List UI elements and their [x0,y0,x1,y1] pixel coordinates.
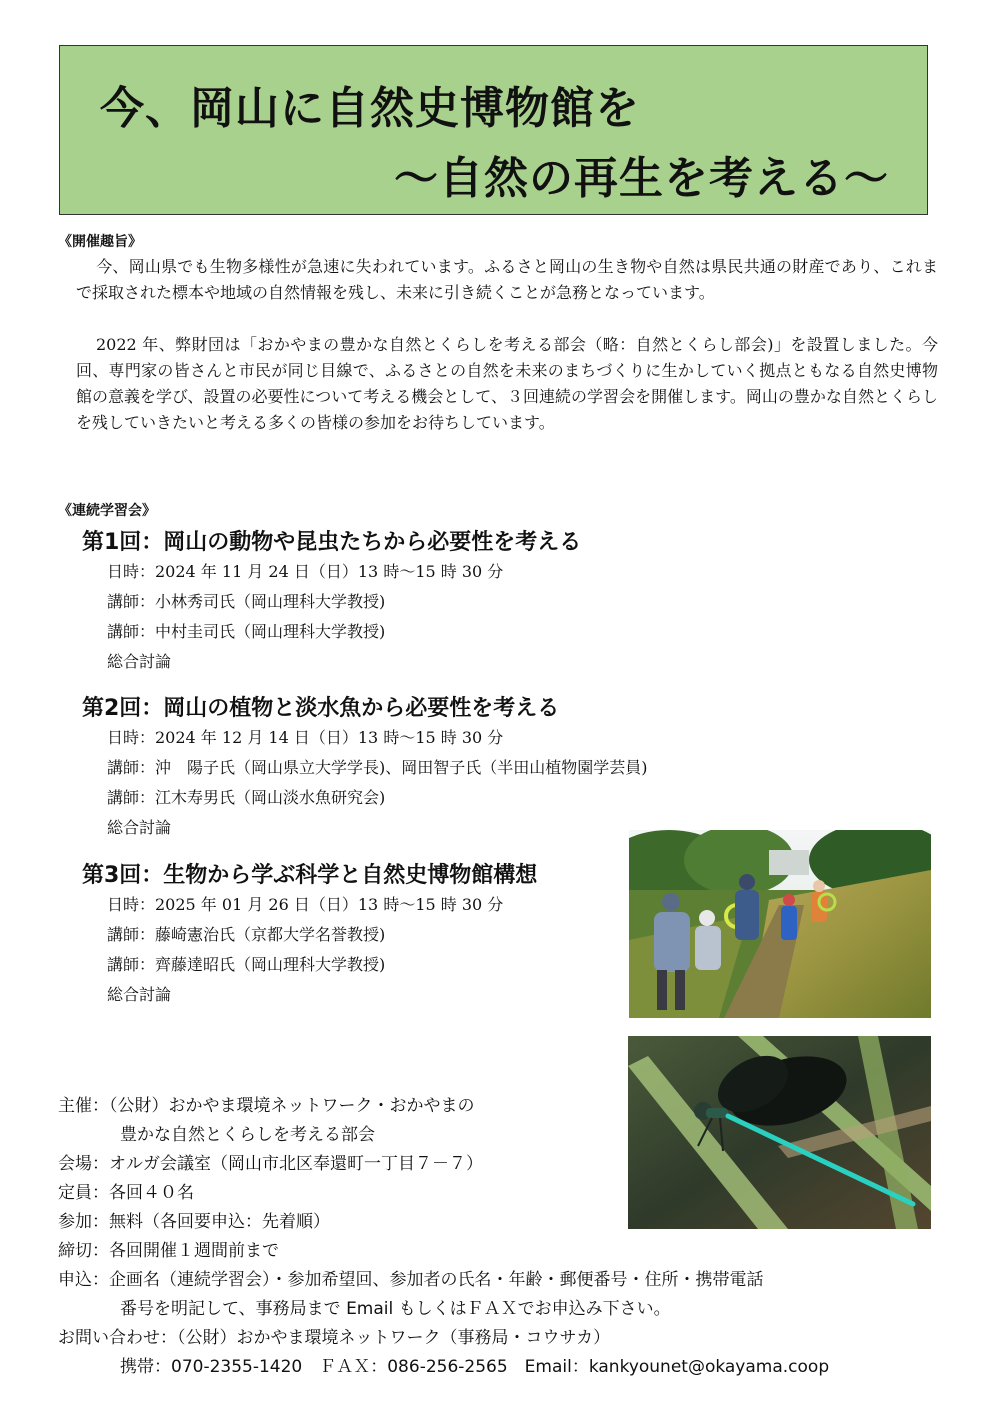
title-banner [59,45,928,215]
session-2-details [107,723,648,843]
session-3-date: 日時：2025 年 01 月 26 日（日）13 時～15 時 30 分 [107,895,504,914]
session-1-date: 日時：2024 年 11 月 24 日（日）13 時～15 時 30 分 [107,562,504,581]
page-subtitle: ～自然の再生を考える～ [394,153,889,204]
page-title: 今、岡山に自然史博物館を [100,83,640,134]
apply-line-1: 申込：企画名（連続学習会）・参加希望回、参加者の氏名・年齢・郵便番号・住所・携帯電話 [58,1270,764,1290]
capacity: 定員：各回４０名 [58,1183,194,1203]
session-2-discussion: 総合討論 [107,818,172,837]
session-1-lecturer-1: 講師：小林秀司氏（岡山理科大学教授) [107,592,386,611]
session-3-details [107,890,503,1010]
session-1-details [107,557,503,677]
session-3-lecturer-1: 講師：藤崎憲治氏（京都大学名誉教授) [107,925,386,944]
session-1-discussion: 総合討論 [107,652,172,671]
venue: 会場：オルガ会議室（岡山市北区奉還町一丁目７－７） [58,1154,483,1174]
session-3-discussion: 総合討論 [107,985,172,1004]
organizer-line-2: 豊かな自然とくらしを考える部会 [120,1125,375,1145]
session-2-date: 日時：2024 年 12 月 14 日（日）13 時～15 時 30 分 [107,728,504,747]
session-3-title: 第3回：生物から学ぶ科学と自然史博物館構想 [82,863,538,888]
fee: 参加：無料（各回要申込：先着順） [58,1212,330,1232]
session-1-lecturer-2: 講師：中村圭司氏（岡山理科大学教授) [107,622,386,641]
series-label: 《連続学習会》 [58,503,156,519]
contact-line-2: 携帯：070-2355-1420 ＦＡＸ：086-256-2565 Email：kankyounet@okayama.coop [120,1357,830,1377]
purpose-paragraph-2: 2022 年、弊財団は「おかやまの豊かな自然とくらしを考える部会（略：自然とくらし部会)」を設置しました。今回、専門家の皆さんと市民が同じ目線で、ふるさとの自然を未来のまちづくりに生かしていく拠点ともなる自然史博物館の意義を学び、設置の必要性について考える機会として、３回連続の学習会を開催します。岡山の豊かな自然とくらしを残していきたいと考える多くの皆様の参加をお待ちしています。 [76,335,938,432]
apply-line-2: 番号を明記して、事務局まで Email もしくはＦＡＸでお申込み下さい。 [120,1299,671,1319]
event-info [58,1092,829,1382]
session-3-lecturer-2: 講師：齊藤達昭氏（岡山理科大学教授) [107,955,386,974]
nature-walk-photo [629,830,931,1018]
purpose-label: 《開催趣旨》 [58,234,142,250]
organizer-line-1: 主催：（公財）おかやま環境ネットワーク・おかやまの [58,1096,475,1116]
session-1-title: 第1回：岡山の動物や昆虫たちから必要性を考える [82,530,582,555]
session-2-lecturer-2: 講師：江木寿男氏（岡山淡水魚研究会) [107,788,386,807]
session-2-lecturer-1: 講師：沖 陽子氏（岡山県立大学学長)、岡田智子氏（半田山植物園学芸員) [107,758,648,777]
purpose-paragraph-1: 今、岡山県でも生物多様性が急速に失われています。ふるさと岡山の生き物や自然は県民共通の財産であり、これまで採取された標本や地域の自然情報を残し、未来に引き続くことが急務となっています。 [76,257,938,302]
session-2-title: 第2回：岡山の植物と淡水魚から必要性を考える [82,696,560,721]
contact-line-1: お問い合わせ：（公財）おかやま環境ネットワーク（事務局・コウサカ） [58,1328,611,1348]
deadline: 締切：各回開催１週間前まで [58,1241,279,1261]
